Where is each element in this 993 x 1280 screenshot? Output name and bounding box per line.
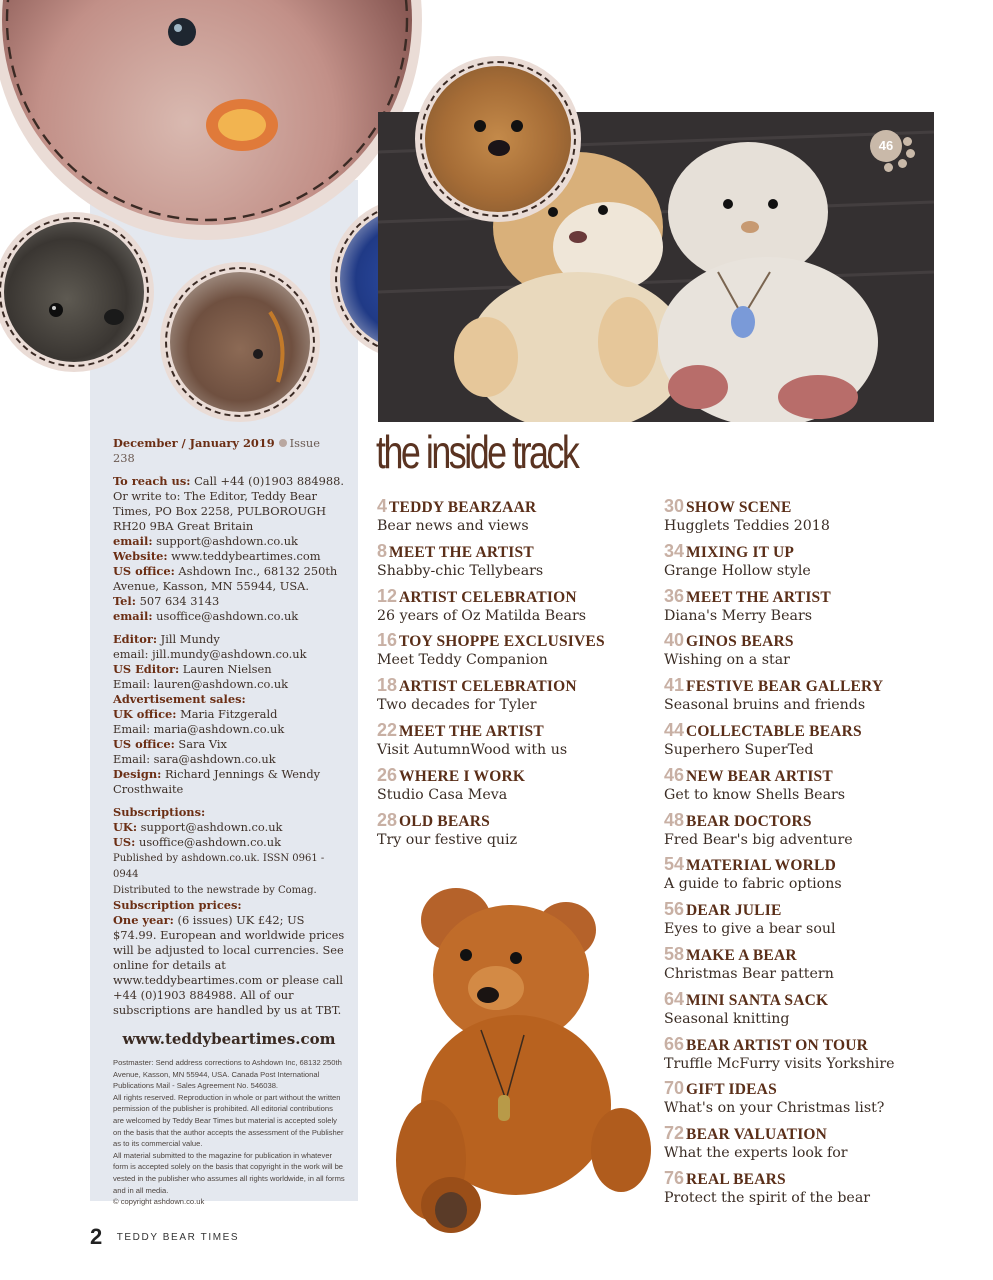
- contents-entry-heading: [664, 630, 964, 651]
- contents-page-number: 12: [377, 585, 398, 606]
- contents-page-number: 64: [664, 988, 685, 1009]
- contents-subtitle: Shabby-chic Tellybears: [377, 562, 544, 579]
- contents-entry-heading: [664, 1034, 964, 1055]
- one-year-label: One year:: [113, 913, 174, 927]
- reach-text: Call +44 (0)1903 884988. Or write to: The Editor, Teddy Bear Times, PO Box 2258, PULBOROUGH RH20 9BA Great Britain: [113, 474, 344, 533]
- subs-uk-email: support@ashdown.co.uk: [140, 820, 283, 834]
- contents-subtitle: Superhero SuperTed: [664, 741, 814, 758]
- contents-entry[interactable]: [377, 720, 677, 765]
- editor-name: Jill Mundy: [160, 632, 220, 646]
- subs-us-label: US:: [113, 835, 136, 849]
- issue-line: [113, 436, 345, 466]
- contents-subtitle: Visit AutumnWood with us: [377, 741, 568, 758]
- paw-print-icon: [898, 159, 907, 168]
- fine-print-para: All rights reserved. Reproduction in whole or part without the written permission of the publisher is prohibited. All editorial contributions are welcomed by Teddy Bear Times but material is accepted solely on the basis that the author accepts the assessment of the Publisher as to its commercial value.: [113, 1092, 344, 1149]
- contents-title: MIXING IT UP: [686, 543, 795, 561]
- contents-entry-heading: [664, 1123, 964, 1144]
- us-editor-email: Email: lauren@ashdown.co.uk: [113, 677, 289, 691]
- contents-subtitle: Two decades for Tyler: [377, 697, 537, 714]
- contents-entry[interactable]: [664, 586, 964, 631]
- paw-print-icon: [903, 137, 912, 146]
- contents-subtitle: 26 years of Oz Matilda Bears: [377, 607, 587, 624]
- subs-us-email: usoffice@ashdown.co.uk: [139, 835, 282, 849]
- contents-title: WHERE I WORK: [399, 767, 526, 785]
- tel-number: 507 634 3143: [139, 594, 220, 608]
- issue-date: December / January 2019: [113, 436, 275, 450]
- us-editor-name: Lauren Nielsen: [182, 662, 272, 676]
- website-banner[interactable]: www.teddybeartimes.com: [122, 1030, 336, 1048]
- paw-print-icon: [884, 163, 893, 172]
- fine-print-para: All material submitted to the magazine for publication in whatever form is accepted solely on the basis that copyright in the work will be vested in the publisher who assumes all rights worldwide, in all forms and in all media.: [113, 1150, 345, 1195]
- website-label: Website:: [113, 549, 168, 563]
- contents-title: MEET THE ARTIST: [389, 543, 534, 561]
- us-editor-label: US Editor:: [113, 662, 180, 676]
- contents-entry[interactable]: [664, 675, 964, 720]
- contents-page-number: 72: [664, 1123, 685, 1144]
- us-email-link[interactable]: usoffice@ashdown.co.uk: [156, 609, 299, 623]
- contents-title: MATERIAL WORLD: [686, 857, 836, 875]
- contents-subtitle: What the experts look for: [664, 1145, 848, 1162]
- magazine-name: TEDDY BEAR TIMES: [116, 1231, 240, 1243]
- masthead-info: [113, 436, 345, 1208]
- contents-entry-heading: [664, 899, 964, 920]
- us-office-address: Ashdown Inc., 68132 250th Avenue, Kasson, MN 55944, USA.: [113, 564, 338, 593]
- contents-entry-heading: [664, 944, 964, 965]
- contents-entry-heading: [664, 675, 964, 696]
- fine-print-para: © copyright ashdown.co.uk: [113, 1197, 205, 1207]
- contents-page-number: 48: [664, 809, 685, 830]
- uk-office-name: Maria Fitzgerald: [180, 707, 278, 721]
- contents-entry-heading: [664, 1078, 964, 1099]
- contact-block: [113, 474, 345, 624]
- contents-page-number: 36: [664, 585, 685, 606]
- contents-page-number: 41: [664, 675, 685, 696]
- page-footer: [90, 1224, 239, 1250]
- contents-page-number: 58: [664, 943, 685, 964]
- editor-label: Editor:: [113, 632, 158, 646]
- published-by: Published by ashdown.co.uk. ISSN 0961 - 0944: [113, 853, 325, 880]
- contents-entry-heading: [664, 1168, 964, 1189]
- contents-entry-heading: [664, 541, 964, 562]
- editor-email: email: jill.mundy@ashdown.co.uk: [113, 647, 307, 661]
- contents-entry[interactable]: [664, 765, 964, 810]
- contents-entry-heading: [664, 496, 964, 517]
- contents-subtitle: What's on your Christmas list?: [664, 1100, 885, 1117]
- contents-page-number: 18: [377, 675, 398, 696]
- bear-closeup-photo-top: [0, 0, 422, 240]
- contents-page-number: 16: [377, 630, 398, 651]
- uk-office-email: Email: maria@ashdown.co.uk: [113, 722, 285, 736]
- contents-title: DEAR JULIE: [686, 902, 782, 920]
- contents-entry-heading: [377, 720, 677, 741]
- contents-entry-heading: [664, 720, 964, 741]
- contents-page-number: 26: [377, 764, 398, 785]
- design-names: Richard Jennings & Wendy Crosthwaite: [113, 767, 321, 796]
- page-number: 2: [90, 1224, 103, 1249]
- contents-entry[interactable]: [664, 989, 964, 1034]
- black-bear-circle-photo: [0, 212, 154, 372]
- contents-page-number: 54: [664, 854, 685, 875]
- contents-entry-heading: [664, 854, 964, 875]
- contents-page-number: 8: [377, 540, 388, 561]
- subscriptions-block: [113, 805, 345, 1018]
- contents-entry[interactable]: [377, 630, 677, 675]
- contents-entry[interactable]: [664, 496, 964, 541]
- contents-subtitle: Wishing on a star: [664, 652, 790, 669]
- contents-entry[interactable]: [377, 810, 677, 855]
- contents-subtitle: Studio Casa Meva: [377, 786, 508, 803]
- contents-entry[interactable]: [377, 496, 677, 541]
- contents-entry[interactable]: [377, 586, 677, 631]
- contents-page-number: 30: [664, 496, 685, 516]
- contents-entry[interactable]: [377, 541, 677, 586]
- email-label: email:: [113, 534, 153, 548]
- contents-entry[interactable]: [664, 541, 964, 586]
- contents-title: TOY SHOPPE EXCLUSIVES: [399, 633, 605, 651]
- contents-entry[interactable]: [664, 810, 964, 855]
- page-title: the inside track: [376, 426, 578, 478]
- contents-page-number: 40: [664, 630, 685, 651]
- contents-entry-heading: [377, 765, 677, 786]
- contents-title: MINI SANTA SACK: [686, 991, 829, 1009]
- contents-subtitle: Truffle McFurry visits Yorkshire: [664, 1055, 895, 1072]
- contents-subtitle: Seasonal knitting: [664, 1010, 790, 1027]
- contents-entry-heading: [377, 496, 677, 517]
- ginger-bear-photo: [376, 860, 656, 1245]
- contents-subtitle: Get to know Shells Bears: [664, 786, 846, 803]
- contents-title: OLD BEARS: [399, 812, 490, 830]
- contents-title: BEAR VALUATION: [686, 1126, 828, 1144]
- paw-print-icon: [906, 149, 915, 158]
- contents-subtitle: Bear news and views: [377, 518, 529, 534]
- staff-block: [113, 632, 345, 797]
- contents-entry[interactable]: [664, 1123, 964, 1168]
- contents-subtitle: Seasonal bruins and friends: [664, 697, 866, 714]
- contents-column-right: [664, 496, 964, 1213]
- contents-entry-heading: [664, 586, 964, 607]
- prices-label: Subscription prices:: [113, 898, 242, 912]
- contents-entry[interactable]: [664, 1034, 964, 1079]
- contents-entry-heading: [377, 630, 677, 651]
- fine-print-para: Postmaster: Send address corrections to Ashdown Inc, 68132 250th Avenue, Kasson, MN 55944, USA. Canada Post International Publications Mail - Sales Agreement No. 546038.: [113, 1058, 342, 1091]
- ginger-bear-circle-photo: [415, 56, 581, 222]
- contents-page-number: 44: [664, 719, 685, 740]
- us-office-label: US office:: [113, 564, 175, 578]
- contents-subtitle: Hugglets Teddies 2018: [664, 518, 830, 534]
- design-label: Design:: [113, 767, 162, 781]
- us-email-label: email:: [113, 609, 153, 623]
- contents-entry-heading: [664, 989, 964, 1010]
- bullet-dot-icon: [279, 439, 287, 447]
- contents-entry-heading: [664, 765, 964, 786]
- contents-title: GIFT IDEAS: [686, 1081, 777, 1099]
- contents-title: BEAR DOCTORS: [686, 812, 812, 830]
- contents-title: ARTIST CELEBRATION: [399, 588, 577, 606]
- contents-page-number: 70: [664, 1078, 685, 1099]
- website-link[interactable]: www.teddybeartimes.com: [171, 549, 321, 563]
- contents-title: FESTIVE BEAR GALLERY: [686, 678, 884, 696]
- contents-subtitle: Try our festive quiz: [377, 831, 518, 848]
- contents-title: SHOW SCENE: [686, 499, 792, 516]
- uk-office-label: UK office:: [113, 707, 177, 721]
- fine-print: [113, 1057, 345, 1208]
- contents-subtitle: Fred Bear's big adventure: [664, 831, 853, 848]
- subscriptions-label: Subscriptions:: [113, 805, 206, 819]
- email-link[interactable]: support@ashdown.co.uk: [156, 534, 298, 548]
- contents-title: MEET THE ARTIST: [399, 722, 544, 740]
- contents-subtitle: Christmas Bear pattern: [664, 965, 834, 982]
- contents-entry[interactable]: [664, 630, 964, 675]
- contents-subtitle: Protect the spirit of the bear: [664, 1189, 871, 1206]
- contents-page-number: 56: [664, 899, 685, 920]
- contents-entry-heading: [664, 810, 964, 831]
- contents-title: BEAR ARTIST ON TOUR: [686, 1036, 869, 1054]
- contents-entry-heading: [377, 541, 677, 562]
- one-year-text: (6 issues) UK £42; US $74.99. European and worldwide prices will be adjusted to local currencies. See online for details at www.teddybeartimes.com or please call +44 (0)1903 884988. All of our subscriptions are handled by us at TBT.: [113, 913, 345, 1017]
- contents-page-number: 66: [664, 1033, 685, 1054]
- us-ad-name: Sara Vix: [178, 737, 227, 751]
- contents-subtitle: Meet Teddy Companion: [377, 652, 548, 669]
- contents-entry[interactable]: [664, 899, 964, 944]
- contents-title: GINOS BEARS: [686, 633, 794, 651]
- contents-page-number: 22: [377, 719, 398, 740]
- contents-entry-heading: [377, 675, 677, 696]
- us-ad-label: US office:: [113, 737, 175, 751]
- contents-page-number: 76: [664, 1167, 685, 1188]
- contents-entry[interactable]: [664, 944, 964, 989]
- contents-page-number: 34: [664, 540, 685, 561]
- contents-entry[interactable]: [664, 1168, 964, 1213]
- contents-entry[interactable]: [664, 720, 964, 765]
- contents-title: REAL BEARS: [686, 1170, 786, 1188]
- reach-label: To reach us:: [113, 474, 191, 488]
- contents-entry[interactable]: [377, 765, 677, 810]
- contents-title: MEET THE ARTIST: [686, 588, 831, 606]
- contents-entry-heading: [377, 586, 677, 607]
- contents-title: COLLECTABLE BEARS: [686, 722, 862, 740]
- contents-entry[interactable]: [377, 675, 677, 720]
- page-number-badge: 46: [870, 130, 902, 162]
- contents-page-number: 4: [377, 496, 388, 516]
- contents-entry-heading: [377, 810, 677, 831]
- contents-page-number: 46: [664, 764, 685, 785]
- contents-subtitle: Diana's Merry Bears: [664, 607, 813, 624]
- tel-label: Tel:: [113, 594, 136, 608]
- contents-title: ARTIST CELEBRATION: [399, 678, 577, 696]
- brown-bear-circle-photo: [160, 262, 320, 422]
- contents-page-number: 28: [377, 809, 398, 830]
- ad-sales-label: Advertisement sales:: [113, 692, 246, 706]
- distributed-by: Distributed to the newstrade by Comag.: [113, 885, 317, 896]
- contents-entry[interactable]: [664, 854, 964, 899]
- us-ad-email: Email: sara@ashdown.co.uk: [113, 752, 276, 766]
- contents-entry[interactable]: [664, 1078, 964, 1123]
- issue-number: Issue 238: [113, 436, 320, 465]
- subs-uk-label: UK:: [113, 820, 138, 834]
- contents-title: TEDDY BEARZAAR: [389, 499, 537, 516]
- contents-subtitle: A guide to fabric options: [664, 876, 842, 893]
- contents-title: NEW BEAR ARTIST: [686, 767, 833, 785]
- contents-column-left: [377, 496, 677, 854]
- contents-title: MAKE A BEAR: [686, 946, 797, 964]
- contents-subtitle: Eyes to give a bear soul: [664, 921, 836, 938]
- contents-subtitle: Grange Hollow style: [664, 562, 811, 579]
